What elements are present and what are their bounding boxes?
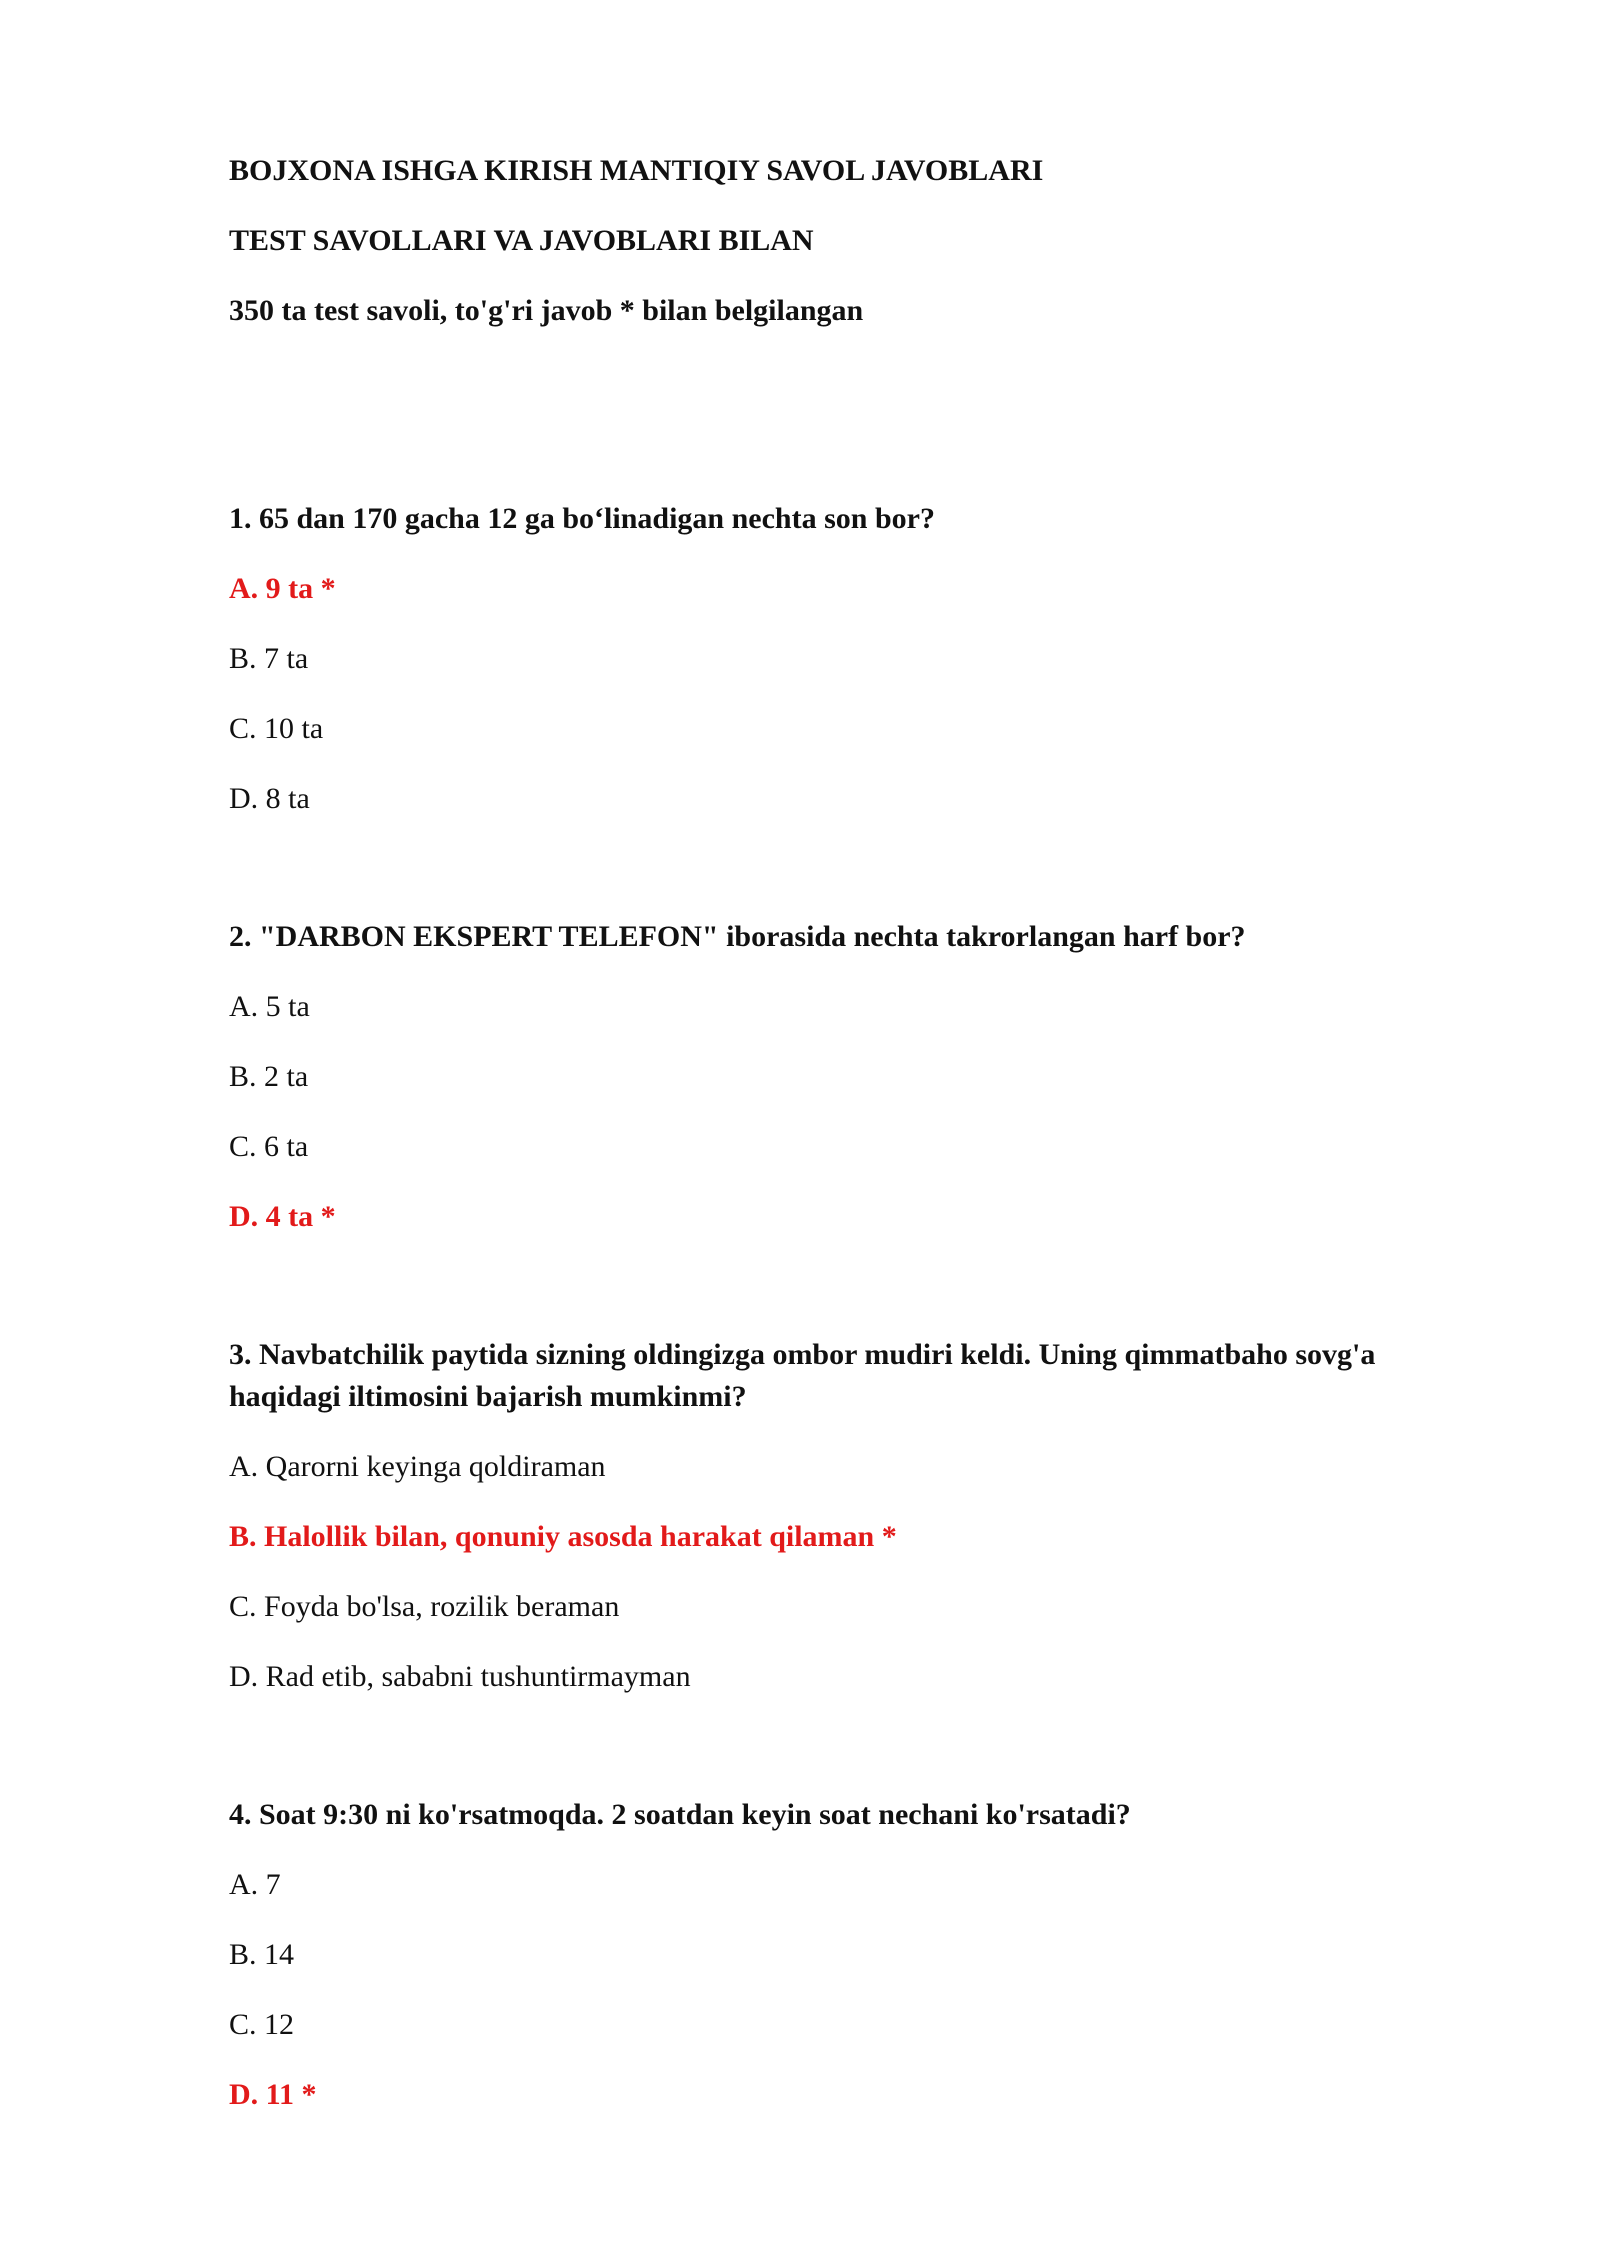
question-3-option-c: C. Foyda bo'lsa, rozilik beraman [229,1590,620,1623]
document-subtitle: TEST SAVOLLARI VA JAVOBLARI BILAN [229,224,814,257]
question-1-option-a: A. 9 ta * [229,572,336,605]
question-4-option-c: C. 12 [229,2008,295,2041]
question-2-option-b: B. 2 ta [229,1060,309,1093]
question-4-option-d: D. 11 * [229,2078,317,2111]
question-3-option-d: D. Rad etib, sababni tushuntirmayman [229,1660,691,1693]
question-1-option-c: C. 10 ta [229,712,324,745]
question-3-option-a: A. Qarorni keyinga qoldiraman [229,1450,606,1483]
question-2-text: 2. "DARBON EKSPERT TELEFON" iborasida nechta takrorlangan harf bor? [229,920,1246,953]
question-1-option-d: D. 8 ta [229,782,310,815]
question-4-text: 4. Soat 9:30 ni ko'rsatmoqda. 2 soatdan keyin soat nechani ko'rsatadi? [229,1798,1131,1831]
question-2-option-c: C. 6 ta [229,1130,309,1163]
question-3-text: 3. Navbatchilik paytida sizning oldingizga ombor mudiri keldi. Uning qimmatbaho sovg'a haqidagi iltimosini bajarish mumkinmi? [229,1338,1376,1413]
question-1-option-b: B. 7 ta [229,642,309,675]
question-4-option-a: A. 7 [229,1868,281,1901]
document-note: 350 ta test savoli, to'g'ri javob * bilan belgilangan [229,294,864,327]
question-2-option-a: A. 5 ta [229,990,310,1023]
question-4-option-b: B. 14 [229,1938,295,1971]
question-1-text: 1. 65 dan 170 gacha 12 ga bo‘linadigan nechta son bor? [229,502,935,535]
question-3-option-b: B. Halollik bilan, qonuniy asosda harakat qilaman * [229,1520,897,1553]
question-2-option-d: D. 4 ta * [229,1200,336,1233]
document-title: BOJXONA ISHGA KIRISH MANTIQIY SAVOL JAVOBLARI [229,154,1044,187]
